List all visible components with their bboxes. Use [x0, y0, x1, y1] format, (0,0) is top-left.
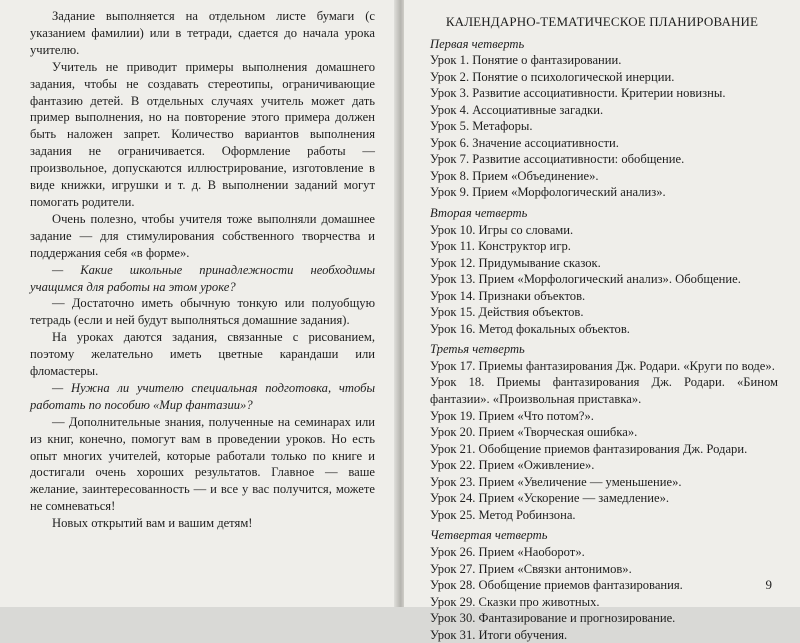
lesson-item: Урок 31. Итоги обучения.	[430, 627, 568, 642]
lesson-item: Урок 20. Прием «Творческая ошибка».	[430, 425, 638, 440]
lesson-item: Урок 24. Прием «Ускорение — замедление».	[430, 491, 670, 506]
lesson-item: Урок 28. Обобщение приемов фантазирования.	[430, 578, 683, 593]
lesson-item: Урок 17. Приемы фантазирования Дж. Родари. «Круги по воде».	[430, 358, 775, 373]
page-title: КАЛЕНДАРНО-ТЕМАТИЧЕСКОЕ ПЛАНИРОВАНИЕ	[445, 14, 759, 29]
quarter-heading: Третья четверть	[430, 342, 525, 357]
body-paragraph: На уроках даются задания, связанные с рисованием, поэтому желательно иметь цветные карандаши или фломастеры.	[30, 330, 375, 379]
lesson-item: Урок 13. Прием «Морфологический анализ». Обобщение.	[430, 272, 741, 287]
page-number: 9	[765, 577, 772, 592]
lesson-item: Урок 12. Придумывание сказок.	[430, 255, 601, 270]
question-paragraph: — Какие школьные принадлежности необходимы учащимся для работы на этом уроке?	[30, 262, 375, 294]
body-paragraph: Учитель не приводит примеры выполнения домашнего задания, чтобы не создавать стереотипы, ограничивающие фантазию детей. В отдельных случаях учитель может дать пример выполнения, но на повторение этого примера должен быть наложен запрет. Количество вариантов выполнения задания не ограничивается. Оформление работы — произвольное, допускаются иллюстрирование, изготовление в виде книжки, игрушки и т. д. В выполнении заданий могут помогать родители.	[30, 59, 375, 209]
body-paragraph: Новых открытий вам и вашим детям!	[52, 516, 253, 531]
quarter-heading: Четвертая четверть	[430, 528, 548, 543]
lesson-item: Урок 22. Прием «Оживление».	[430, 458, 595, 473]
quarters-list	[426, 36, 778, 643]
lesson-item: Урок 5. Метафоры.	[430, 119, 533, 134]
lesson-item: Урок 30. Фантазирование и прогнозирование.	[430, 611, 676, 626]
lesson-item: Урок 21. Обобщение приемов фантазирования Дж. Родари.	[430, 441, 748, 456]
body-paragraph: — Дополнительные знания, полученные на семинарах или из книг, конечно, помогут вам в проведении уроков. Но есть опыт многих учителей, которые работали только по книге и достигали очень хороших результатов. Главное — ваше желание, заинтересованность — и все у вас получится, можете не сомневаться!	[30, 414, 375, 514]
lesson-item: Урок 18. Приемы фантазирования Дж. Родари. «Бином фантазии». «Произвольная приставка».	[430, 375, 778, 407]
lesson-item: Урок 11. Конструктор игр.	[430, 239, 571, 254]
lesson-item: Урок 16. Метод фокальных объектов.	[430, 321, 630, 336]
quarter-heading: Вторая четверть	[430, 206, 528, 221]
body-paragraph: Задание выполняется на отдельном листе бумаги (с указанием фамилии) или в тетради, сдается до начала урока учителю.	[30, 9, 375, 57]
lesson-item: Урок 23. Прием «Увеличение — уменьшение».	[430, 474, 682, 489]
lesson-item: Урок 2. Понятие о психологической инерции.	[430, 69, 675, 84]
lesson-item: Урок 7. Развитие ассоциативности: обобщение.	[430, 152, 685, 167]
quarter-heading: Первая четверть	[430, 36, 525, 51]
left-page	[0, 0, 396, 607]
lesson-item: Урок 14. Признаки объектов.	[430, 288, 586, 303]
lesson-item: Урок 25. Метод Робинзона.	[430, 507, 576, 522]
lesson-item: Урок 27. Прием «Связки антонимов».	[430, 561, 632, 576]
lesson-item: Урок 29. Сказки про животных.	[430, 594, 600, 609]
lesson-item: Урок 19. Прием «Что потом?».	[430, 408, 594, 423]
lesson-item: Урок 15. Действия объектов.	[430, 305, 584, 320]
right-page-text	[426, 14, 778, 643]
lesson-item: Урок 10. Игры со словами.	[430, 222, 574, 237]
question-paragraph: — Нужна ли учителю специальная подготовка, чтобы работать по пособию «Мир фантазии»?	[30, 380, 375, 412]
body-paragraph: Очень полезно, чтобы учителя тоже выполняли домашнее задание — для стимулирования собственного творчества и поддержания себя «в форме».	[30, 211, 375, 260]
right-page	[404, 0, 800, 642]
body-paragraph: — Достаточно иметь обычную тонкую или полуобщую тетрадь (если и ней будут выполняться домашние задания).	[30, 296, 375, 328]
lesson-item: Урок 6. Значение ассоциативности.	[430, 135, 619, 150]
lesson-item: Урок 8. Прием «Объединение».	[430, 168, 599, 183]
lesson-item: Урок 26. Прием «Наоборот».	[430, 544, 585, 559]
lesson-item: Урок 9. Прием «Морфологический анализ».	[430, 185, 666, 200]
lesson-item: Урок 4. Ассоциативные загадки.	[430, 102, 604, 117]
lesson-item: Урок 3. Развитие ассоциативности. Критерии новизны.	[430, 86, 726, 101]
lesson-item: Урок 1. Понятие о фантазировании.	[430, 53, 622, 68]
left-page-text	[30, 8, 375, 532]
